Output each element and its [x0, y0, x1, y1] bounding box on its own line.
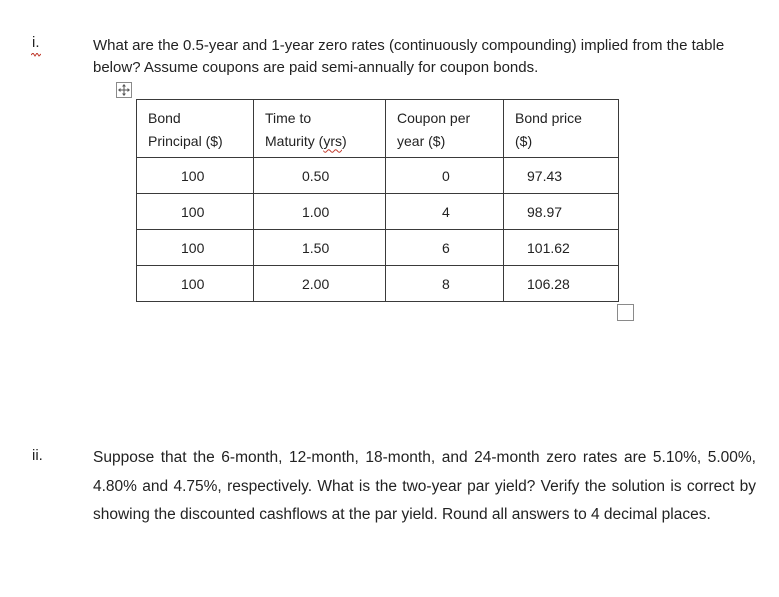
- table-row: [137, 266, 619, 302]
- cell-coupon: 8: [386, 266, 504, 302]
- cell-time: 2.00: [254, 266, 386, 302]
- header-line: Principal ($): [148, 132, 223, 149]
- resize-handle-icon[interactable]: [617, 304, 634, 321]
- bond-table: [136, 99, 619, 302]
- spelling-flagged-word: yrs: [323, 132, 343, 149]
- cell-time: 0.50: [254, 158, 386, 194]
- header-bond-principal: [137, 100, 254, 158]
- question-ii-text: Suppose that the 6-month, 12-month, 18-month, and 24-month zero rates are 5.10%, 5.00%, 4.80% and 4.75%, respectively. What is the two-year par yield? Verify the solution is correct by showing the discounted cashflows at the par yield. Round all answers to 4 decimal places.: [93, 449, 756, 523]
- header-line: [265, 130, 385, 153]
- question-ii-number: ii.: [32, 447, 43, 464]
- header-time-to-maturity: [254, 100, 386, 158]
- spelling-squiggle-icon: [31, 53, 41, 57]
- cell-time: 1.50: [254, 230, 386, 266]
- header-line: Time to: [265, 109, 312, 126]
- question-i-number: i.: [32, 34, 40, 51]
- header-text: ): [342, 132, 347, 149]
- header-text: Maturity (: [265, 132, 324, 149]
- header-line: ($): [515, 132, 533, 149]
- header-line: Bond price: [515, 109, 582, 126]
- cell-time: 1.00: [254, 194, 386, 230]
- header-line: year ($): [397, 132, 446, 149]
- table-header-row: [137, 100, 619, 158]
- cell-price: 101.62: [504, 230, 619, 266]
- cell-principal: 100: [137, 230, 254, 266]
- header-coupon-per-year: [386, 100, 504, 158]
- move-arrows-icon[interactable]: [116, 82, 132, 98]
- header-line: Bond: [148, 109, 181, 126]
- header-line: Coupon per: [397, 109, 471, 126]
- table-row: [137, 230, 619, 266]
- cell-principal: 100: [137, 194, 254, 230]
- cell-price: 106.28: [504, 266, 619, 302]
- cell-price: 97.43: [504, 158, 619, 194]
- cell-principal: 100: [137, 158, 254, 194]
- header-bond-price: [504, 100, 619, 158]
- table-row: [137, 194, 619, 230]
- cell-coupon: 4: [386, 194, 504, 230]
- question-i-text: What are the 0.5-year and 1-year zero rates (continuously compounding) implied from the table below? Assume coupons are paid semi-annually for coupon bonds.: [93, 37, 725, 76]
- cell-price: 98.97: [504, 194, 619, 230]
- cell-principal: 100: [137, 266, 254, 302]
- cell-coupon: 0: [386, 158, 504, 194]
- table-row: [137, 158, 619, 194]
- cell-coupon: 6: [386, 230, 504, 266]
